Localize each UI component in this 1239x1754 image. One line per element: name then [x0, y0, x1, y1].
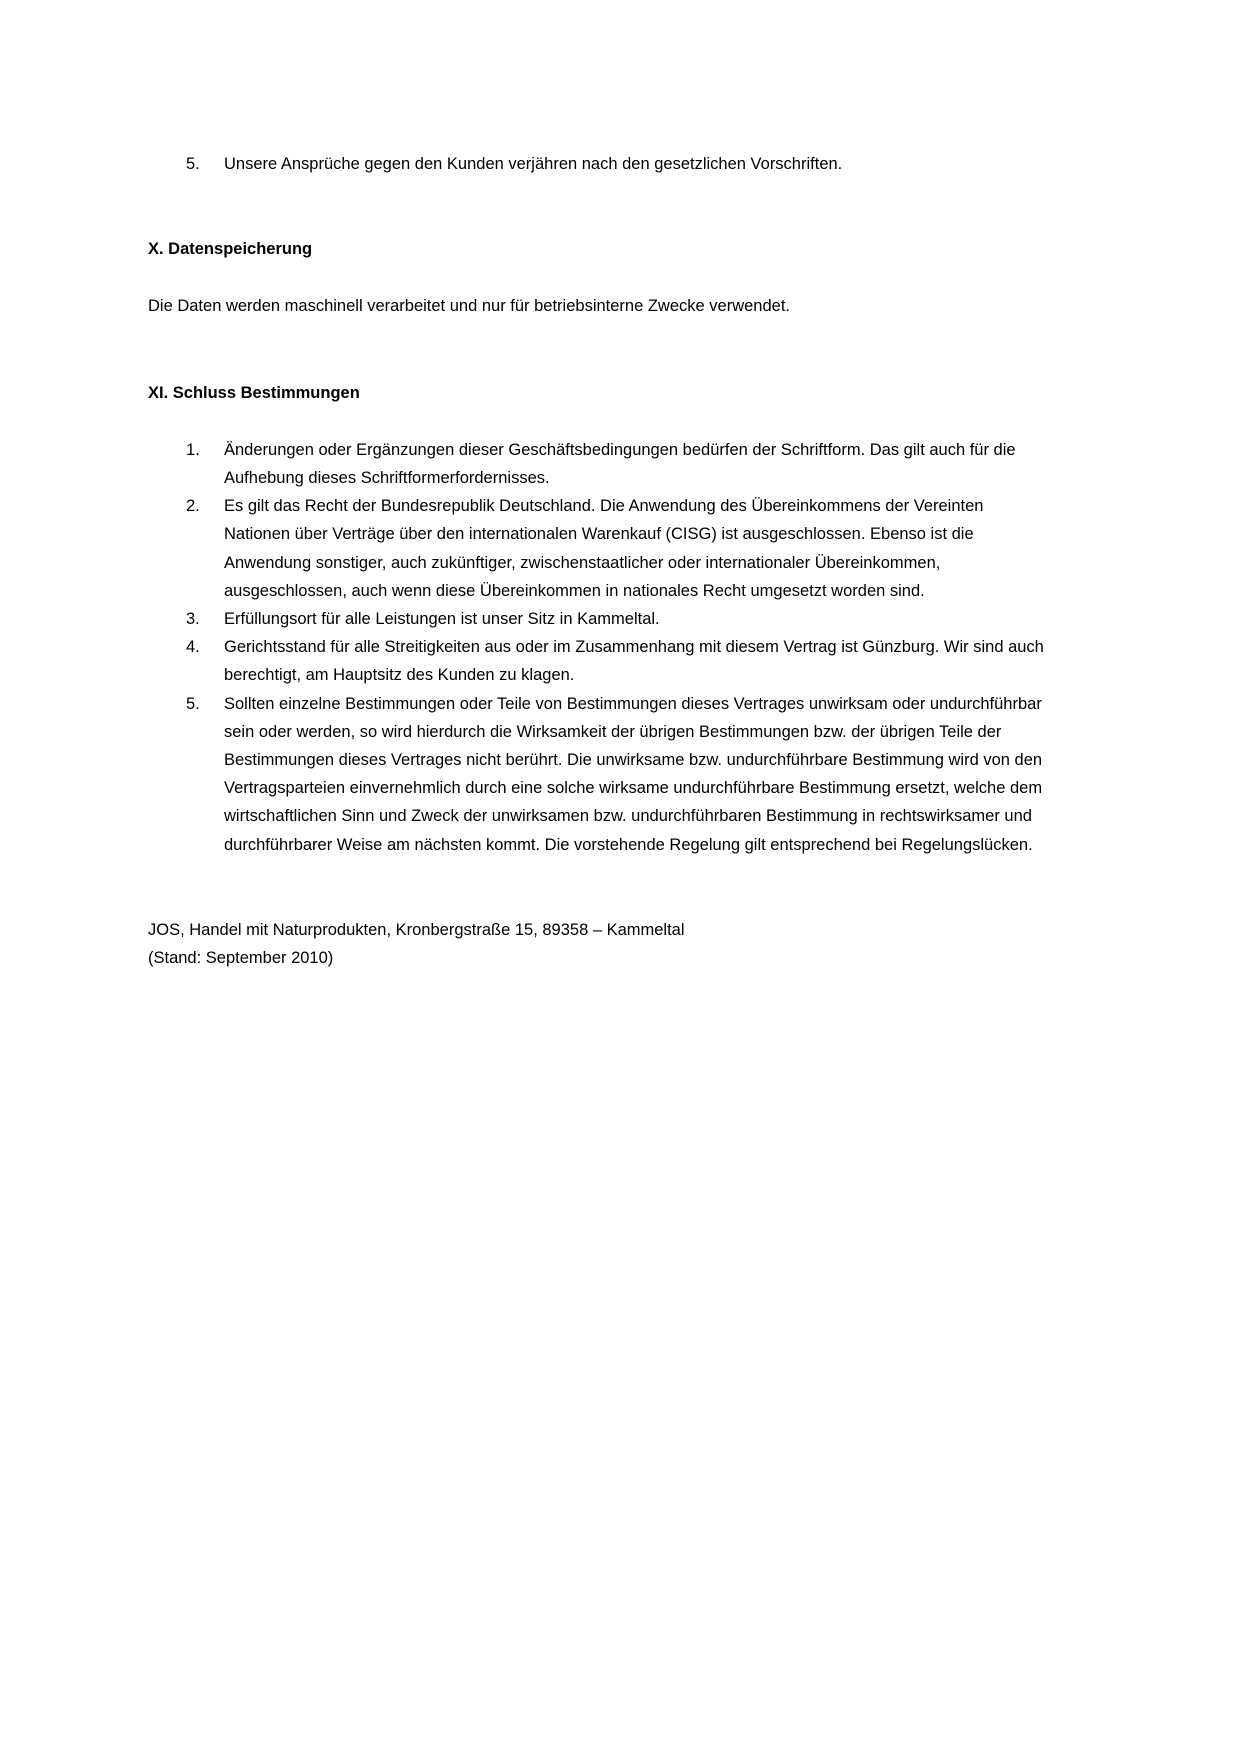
- list-item-number: 3.: [186, 610, 200, 629]
- list-item: [148, 690, 1048, 859]
- document-page: [148, 150, 1048, 972]
- section-heading-datenspeicherung: X. Datenspeicherung: [148, 240, 313, 259]
- list-item-number: 4.: [186, 638, 200, 657]
- list-item-text: Erfüllungsort für alle Leistungen ist unser Sitz in Kammeltal.: [224, 610, 660, 629]
- list-item: [148, 633, 1048, 689]
- section-paragraph-datenspeicherung: Die Daten werden maschinell verarbeitet und nur für betriebsinterne Zwecke verwendet.: [148, 297, 790, 316]
- list-item: [148, 492, 1048, 605]
- list-item-number: 2.: [186, 497, 200, 516]
- section-ix-list: [148, 150, 1048, 178]
- company-footer: [148, 916, 1048, 972]
- list-item-text: Unsere Ansprüche gegen den Kunden verjähren nach den gesetzlichen Vorschriften.: [224, 155, 843, 173]
- list-item-text: Gerichtsstand für alle Streitigkeiten aus oder im Zusammenhang mit diesem Vertrag ist Günzburg. Wir sind auch berechtigt, am Hauptsitz des Kunden zu klagen.: [224, 638, 1044, 685]
- company-address: JOS, Handel mit Naturprodukten, Kronbergstraße 15, 89358 – Kammeltal: [148, 920, 685, 939]
- list-item: [148, 605, 1048, 633]
- list-item-text: Sollten einzelne Bestimmungen oder Teile von Bestimmungen dieses Vertrages unwirksam oder undurchführbar sein oder werden, so wird hierdurch die Wirksamkeit der übrigen Bestimmungen bzw. der übrigen Teile der Bestimmungen dieses Vertrages nicht berührt. Die unwirksame bzw. undurchführbare Bestimmung wird von den Vertragsparteien einvernehmlich durch eine solche wirksame undurchführbare Bestimmung ersetzt, welche dem wirtschaftlichen Sinn und Zweck der unwirksamen bzw. undurchführbaren Bestimmung in rechtswirksamer und durchführbarer Weise am nächsten kommt. Die vorstehende Regelung gilt entsprechend bei Regelungslücken.: [224, 694, 1043, 854]
- section-heading-schluss-bestimmungen: XI. Schluss Bestimmungen: [148, 383, 360, 402]
- list-item: [148, 150, 1048, 178]
- list-item-text: Änderungen oder Ergänzungen dieser Geschäftsbedingungen bedürfen der Schriftform. Das gilt auch für die Aufhebung dieses Schriftformerfordernisses.: [224, 440, 1016, 488]
- list-item: [148, 436, 1048, 492]
- list-item-number: 5.: [186, 694, 200, 713]
- document-date-stand: (Stand: September 2010): [148, 949, 334, 968]
- list-item-text: Es gilt das Recht der Bundesrepublik Deutschland. Die Anwendung des Übereinkommens der Vereinten Nationen über Verträge über den internationalen Warenkauf (CISG) ist ausgeschlossen. Ebenso ist die Anwendung sonstiger, auch zukünftiger, zwischenstaatlicher oder internationaler Übereinkommen, ausgeschlossen, auch wenn diese Übereinkommen in nationales Recht umgesetzt worden sind.: [224, 497, 984, 600]
- list-item-number: 1.: [186, 440, 200, 459]
- list-item-number: 5.: [186, 155, 200, 173]
- section-xi-list: [148, 436, 1048, 859]
